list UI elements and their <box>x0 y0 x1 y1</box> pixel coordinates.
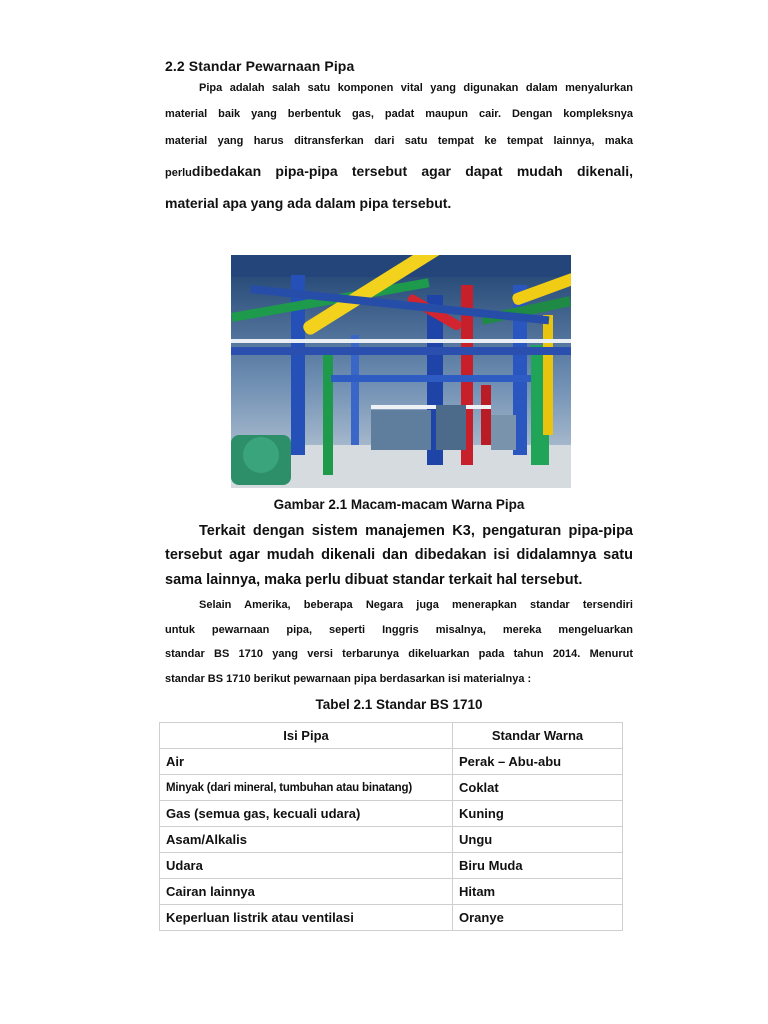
paragraph-2-line-2: tersebut agar mudah dikenali dan dibedakan isi didalamnya satu <box>165 547 633 563</box>
table-cell-warna: Hitam <box>453 879 623 905</box>
pipes-illustration <box>231 255 571 488</box>
table-row <box>160 879 623 905</box>
table-row <box>160 801 623 827</box>
paragraph-2-line-1: Terkait dengan sistem manajemen K3, pengaturan pipa-pipa <box>199 523 633 539</box>
table-row <box>160 853 623 879</box>
table-cell-isi: Cairan lainnya <box>160 879 453 905</box>
paragraph-3-line-4: standar BS 1710 berikut pewarnaan pipa berdasarkan isi materialnya : <box>165 673 532 685</box>
table-cell-isi: Air <box>160 749 453 775</box>
paragraph-2-line-3: sama lainnya, maka perlu dibuat standar terkait hal tersebut. <box>165 572 583 588</box>
paragraph-1-line-4 <box>165 163 633 181</box>
table-cell-warna: Biru Muda <box>453 853 623 879</box>
paragraph-1-line-1: Pipa adalah salah satu komponen vital yang digunakan dalam menyalurkan <box>199 82 633 94</box>
bs1710-color-table <box>159 722 623 931</box>
paragraph-1-line-2: material baik yang berbentuk gas, padat maupun cair. Dengan kompleksnya <box>165 108 633 120</box>
paragraph-1-line-4-small: perlu <box>165 167 192 179</box>
table-cell-warna: Kuning <box>453 801 623 827</box>
table-row <box>160 749 623 775</box>
table-cell-isi: Minyak (dari mineral, tumbuhan atau binatang) <box>160 775 453 801</box>
paragraph-1-line-5: material apa yang ada dalam pipa tersebut. <box>165 195 452 211</box>
table-cell-warna: Perak – Abu-abu <box>453 749 623 775</box>
table-cell-warna: Coklat <box>453 775 623 801</box>
table-row <box>160 905 623 931</box>
figure-caption: Gambar 2.1 Macam-macam Warna Pipa <box>273 497 525 512</box>
table-header-row <box>160 723 623 749</box>
paragraph-3-line-1: Selain Amerika, beberapa Negara juga menerapkan standar tersendiri <box>199 599 633 611</box>
table-row <box>160 775 623 801</box>
section-heading: 2.2 Standar Pewarnaan Pipa <box>165 58 355 74</box>
table-title: Tabel 2.1 Standar BS 1710 <box>315 697 483 712</box>
table-cell-warna: Ungu <box>453 827 623 853</box>
table-header-isi-pipa: Isi Pipa <box>160 723 453 749</box>
table-row <box>160 827 623 853</box>
paragraph-1-line-3: material yang harus ditransferkan dari satu tempat ke tempat lainnya, maka <box>165 135 633 147</box>
paragraph-1-line-4-big: dibedakan pipa-pipa tersebut agar dapat mudah dikenali, <box>191 163 633 179</box>
table-cell-warna: Oranye <box>453 905 623 931</box>
paragraph-3-line-3: standar BS 1710 yang versi terbarunya dikeluarkan pada tahun 2014. Menurut <box>165 648 633 660</box>
paragraph-3-line-2: untuk pewarnaan pipa, seperti Inggris misalnya, mereka mengeluarkan <box>165 624 633 636</box>
table-cell-isi: Asam/Alkalis <box>160 827 453 853</box>
table-header-standar-warna: Standar Warna <box>453 723 623 749</box>
table-cell-isi: Keperluan listrik atau ventilasi <box>160 905 453 931</box>
industrial-pipes-photo <box>231 255 571 488</box>
table-cell-isi: Gas (semua gas, kecuali udara) <box>160 801 453 827</box>
table-cell-isi: Udara <box>160 853 453 879</box>
